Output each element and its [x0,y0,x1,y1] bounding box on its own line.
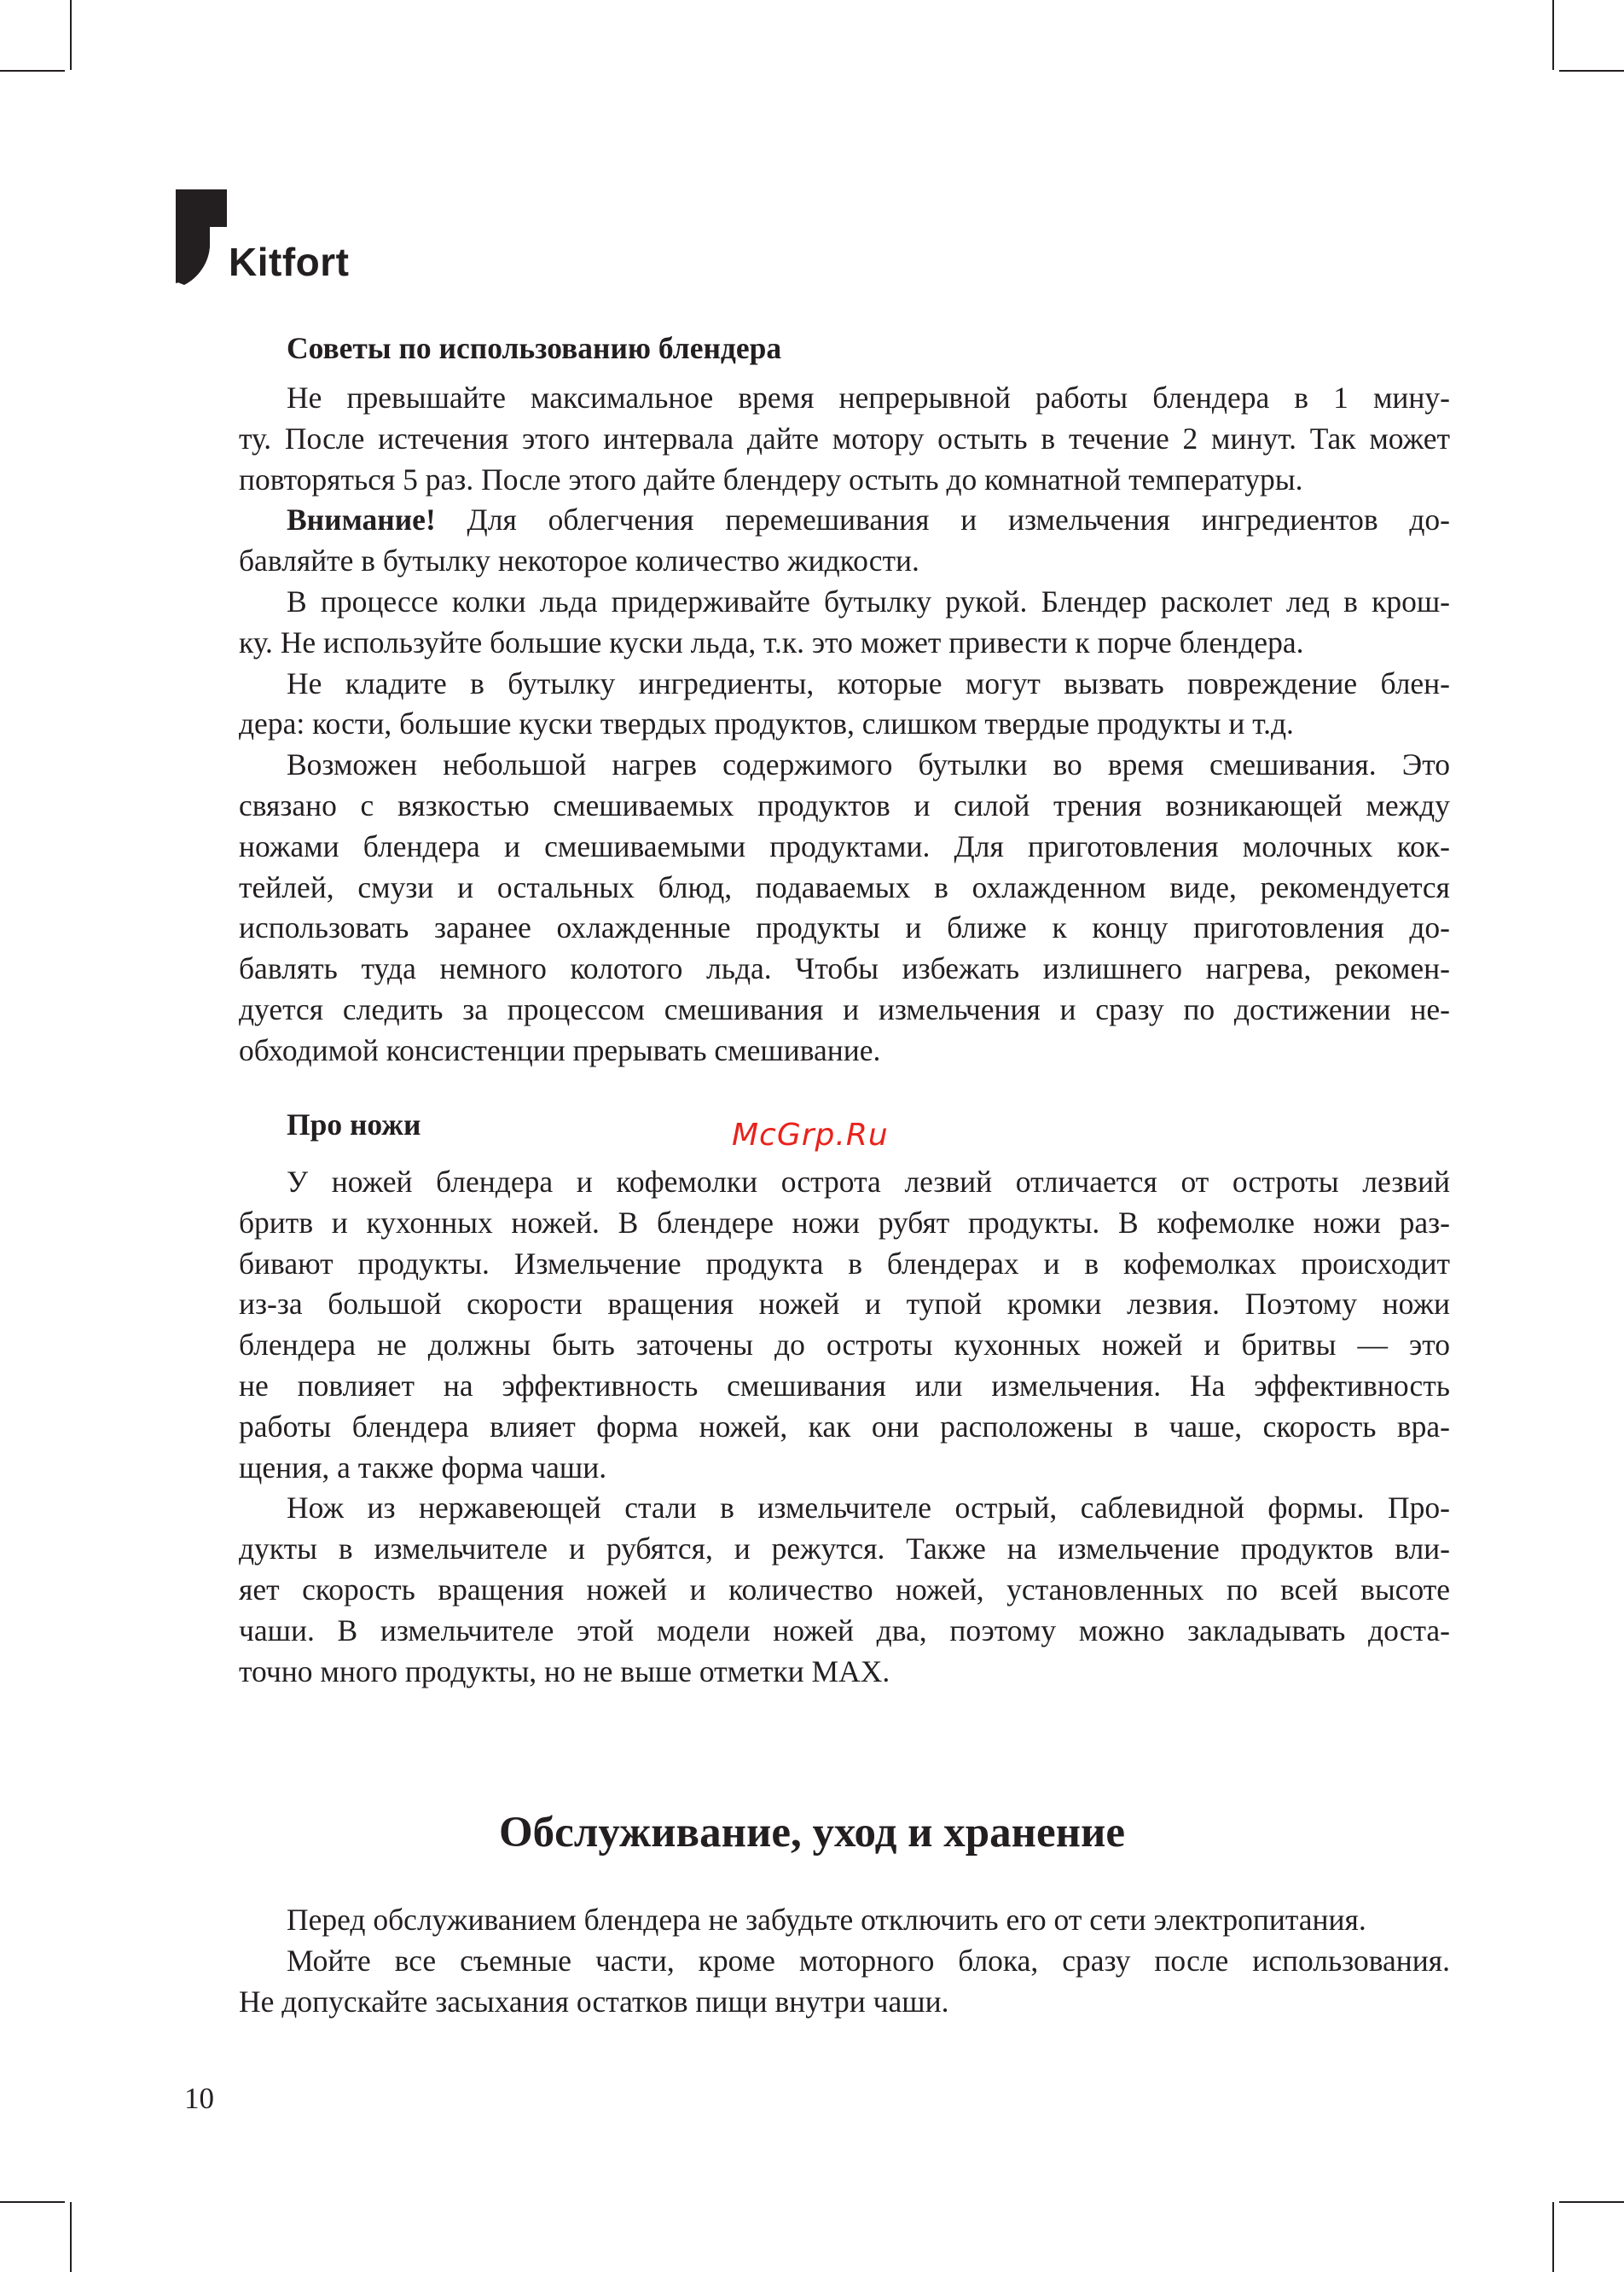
text-line: блендера не должны быть заточены до остроты кухонных ножей и бритвы — это [239,1328,1450,1363]
paragraph [239,664,1450,746]
text-line: Мойте все съемные части, кроме моторного блока, сразу после использования. [287,1943,1450,1978]
paragraph [239,745,1450,1071]
kitfort-logo-icon [176,189,229,285]
text-line [239,500,1450,541]
text-line: бритв и кухонных ножей. В блендере ножи рубят продукты. В кофемолке ножи раз- [239,1205,1450,1240]
page-number: 10 [184,2082,214,2115]
brand-name: Kitfort [229,240,350,284]
text-line: Не допускайте засыхания остатков пищи внутри чаши. [239,1984,949,2019]
text-line: В процессе колки льда придерживайте бутылку рукой. Блендер расколет лед в крош- [287,584,1450,619]
crop-mark-bottom-left-h [0,2201,65,2203]
text-line: Не кладите в бутылку ингредиенты, которые могут вызвать повреждение блен- [287,665,1450,700]
text-line: обходимой консистенции прерывать смешивание. [239,1032,881,1067]
paragraph [239,378,1450,419]
paragraph [239,1162,1450,1488]
crop-mark-top-left-h [0,70,65,72]
crop-mark-bottom-right [1552,2202,1554,2272]
crop-mark-bottom-right-h [1559,2201,1624,2203]
text-line: не повлияет на эффективность смешивания или измельчения. На эффективность [239,1368,1450,1403]
paragraph [239,500,1450,582]
paragraph [239,582,1450,664]
section-title-maintenance: Обслуживание, уход и хранение [498,1809,1126,1857]
crop-mark-top-left [70,0,72,70]
text-line: ту. После истечения этого интервала дайте мотору остыть в течение 2 минут. Так может [239,421,1450,456]
crop-mark-top-right [1552,0,1554,70]
text-line: связано с вязкостью смешиваемых продуктов и силой трения возникающей между [239,787,1450,822]
text-line: У ножей блендера и кофемолки острота лезвий отличается от остроты лезвий [287,1165,1450,1199]
section-body-knives [239,1162,1450,1692]
text-line: ку. Не используйте большие куски льда, т.к. это может привести к порче блендера. [239,625,1304,660]
text-line: повторяться 5 раз. После этого дайте блендеру остыть до комнатной температуры. [239,462,1303,497]
text-line: дера: кости, большие куски твердых продуктов, слишком твердые продукты и т.д. [239,706,1294,741]
section-body-blender-tips [239,378,1450,1072]
section-body-maintenance [239,1900,1450,2022]
paragraph [239,1488,1450,1692]
crop-mark-bottom-left [70,2202,72,2272]
text-line: Нож из нержавеющей стали в измельчителе острый, саблевидной формы. Про- [287,1490,1450,1525]
warning-label: Внимание! [287,503,436,537]
text-line: Не превышайте максимальное время непрерывной работы блендера в 1 мину- [287,381,1450,415]
text-line: тейлей, смузи и остальных блюд, подаваемых в охлажденном виде, рекомендуется [239,869,1450,904]
brand-logo [176,189,363,290]
crop-mark-top-right-h [1559,70,1624,72]
text-line: бавляйте в бутылку некоторое количество жидкости. [239,543,919,578]
text-line: работы блендера влияет форма ножей, как они расположены в чаше, скорость вра- [239,1409,1450,1444]
watermark-text: McGrp.Ru [732,1118,889,1153]
text-line: дуется следить за процессом смешивания и измельчения и сразу по достижении не- [239,991,1450,1026]
text-line: дукты в измельчителе и рубятся, и режутся. Также на измельчение продуктов вли- [239,1531,1450,1566]
text-line: точно много продукты, но не выше отметки MAX. [239,1653,890,1688]
paragraph [239,419,1450,501]
section-heading-knives: Про ножи [287,1107,421,1142]
section-heading-blender-tips: Советы по использованию блендера [287,331,782,365]
text-line: бавлять туда немного колотого льда. Чтобы избежать излишнего нагрева, рекомен- [239,951,1450,986]
text-line: ножами блендера и смешиваемыми продуктами. Для приготовления молочных кок- [239,828,1450,863]
text-line: яет скорость вращения ножей и количество ножей, установленных по всей высоте [239,1572,1450,1607]
text-line: чаши. В измельчителе этой модели ножей два, поэтому можно закладывать доста- [239,1612,1450,1647]
paragraph [239,1900,1450,1941]
text-line: из-за большой скорости вращения ножей и тупой кромки лезвия. Поэтому ножи [239,1287,1450,1322]
text-line: щения, а также форма чаши. [239,1450,607,1485]
text-fragment: Для облегчения перемешивания и измельчения ингредиентов до- [435,503,1450,537]
text-line: бивают продукты. Измельчение продукта в блендерах и в кофемолках происходит [239,1246,1450,1281]
text-line: Возможен небольшой нагрев содержимого бутылки во время смешивания. Это [287,747,1450,782]
text-line: Перед обслуживанием блендера не забудьте отключить его от сети электропитания. [287,1903,1366,1937]
text-line: использовать заранее охлажденные продукты и ближе к концу приготовления до- [239,910,1450,945]
paragraph [239,1941,1450,2023]
